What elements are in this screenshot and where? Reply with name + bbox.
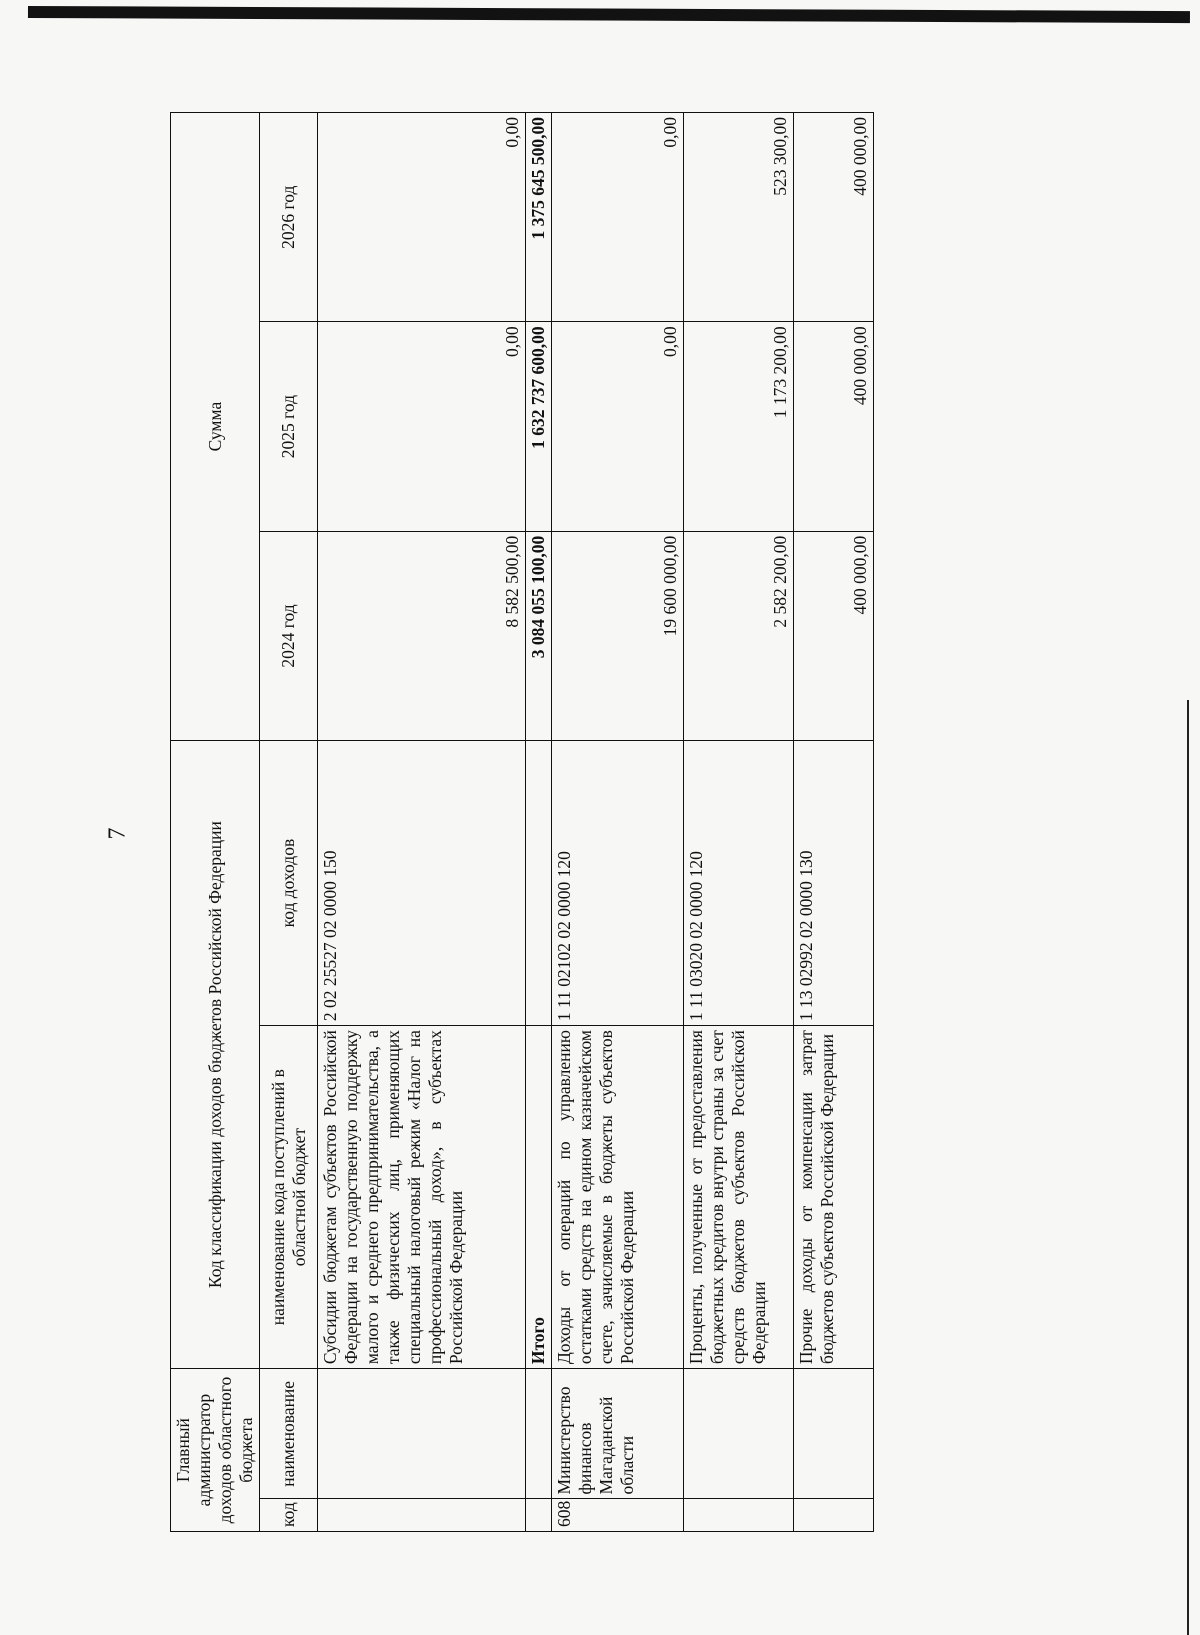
admin-code-header: код xyxy=(260,1499,318,1532)
admin-name-cell xyxy=(794,1369,874,1499)
table-row xyxy=(684,113,794,1532)
revenue-description-cell: Проценты, полученные от предоставления бюджетных кредитов внутри страны за счет средств бюджетов субъектов Российской Федерации xyxy=(684,1026,794,1369)
revenue-description-cell: Прочие доходы от компенсации затрат бюджетов субъектов Российской Федерации xyxy=(794,1026,874,1369)
scan-edge-bar xyxy=(28,6,1190,23)
admin-code-cell: 608 xyxy=(552,1499,684,1532)
revenue-code-cell: 2 02 25527 02 0000 150 xyxy=(318,741,526,1026)
year-2025-header: 2025 год xyxy=(260,322,318,531)
table-row xyxy=(794,113,874,1532)
admin-name-cell xyxy=(318,1369,526,1499)
page-number: 7 xyxy=(104,827,131,840)
revenue-code-cell xyxy=(526,741,552,1026)
amount-2025-cell: 1 173 200,00 xyxy=(684,322,794,531)
admin-name-cell xyxy=(526,1369,552,1499)
revenue-name-header: наименование кода поступлений в областной бюджет xyxy=(260,1026,318,1369)
amount-2024-cell: 8 582 500,00 xyxy=(318,531,526,740)
total-2026-cell: 1 375 645 500,00 xyxy=(526,113,552,322)
admin-code-cell xyxy=(684,1499,794,1532)
amount-2026-cell: 0,00 xyxy=(318,113,526,322)
amount-2024-cell: 19 600 000,00 xyxy=(552,531,684,740)
revenue-description-cell: Субсидии бюджетам субъектов Российской Федерации на государственную поддержку малого и среднего предпринимательства, а также физических лиц, применяющих специальный налоговый режим «Налог на профессиональный доход», в субъектах Российской Федерации xyxy=(318,1026,526,1369)
admin-group-header: Главный администратор доходов областного бюджета xyxy=(171,1369,260,1532)
admin-name-cell: Министерство финансов Магаданской области xyxy=(552,1369,684,1499)
header-row-1 xyxy=(171,113,260,1532)
revenue-code-cell: 1 13 02992 02 0000 130 xyxy=(794,741,874,1026)
admin-name-header: наименование xyxy=(260,1369,318,1499)
table-row xyxy=(318,113,526,1532)
amount-2026-cell: 0,00 xyxy=(552,113,684,322)
scan-edge-line xyxy=(1187,700,1189,1635)
admin-code-cell xyxy=(526,1499,552,1532)
revenue-code-header: код доходов xyxy=(260,741,318,1026)
amount-2025-cell: 400 000,00 xyxy=(794,322,874,531)
header-row-2 xyxy=(260,113,318,1532)
total-2024-cell: 3 084 055 100,00 xyxy=(526,531,552,740)
admin-code-cell xyxy=(318,1499,526,1532)
revenue-code-cell: 1 11 02102 02 0000 120 xyxy=(552,741,684,1026)
total-label-cell: Итого xyxy=(526,1026,552,1369)
amount-2024-cell: 400 000,00 xyxy=(794,531,874,740)
admin-code-cell xyxy=(794,1499,874,1532)
amount-2026-cell: 400 000,00 xyxy=(794,113,874,322)
year-2024-header: 2024 год xyxy=(260,531,318,740)
amount-2024-cell: 2 582 200,00 xyxy=(684,531,794,740)
classification-group-header: Код классификации доходов бюджетов Российской Федерации xyxy=(171,741,260,1369)
revenue-description-cell: Доходы от операций по управлению остатками средств на едином казначейском счете, зачисляемые в бюджеты субъектов Российской Федерации xyxy=(552,1026,684,1369)
revenue-classification-table xyxy=(170,112,874,1532)
revenue-code-cell: 1 11 03020 02 0000 120 xyxy=(684,741,794,1026)
amount-2026-cell: 523 300,00 xyxy=(684,113,794,322)
rotated-table-wrapper xyxy=(170,112,890,1532)
sum-group-header: Сумма xyxy=(171,113,260,741)
amount-2025-cell: 0,00 xyxy=(318,322,526,531)
admin-name-cell xyxy=(684,1369,794,1499)
total-row xyxy=(526,113,552,1532)
table-row xyxy=(552,113,684,1532)
total-2025-cell: 1 632 737 600,00 xyxy=(526,322,552,531)
amount-2025-cell: 0,00 xyxy=(552,322,684,531)
year-2026-header: 2026 год xyxy=(260,113,318,322)
